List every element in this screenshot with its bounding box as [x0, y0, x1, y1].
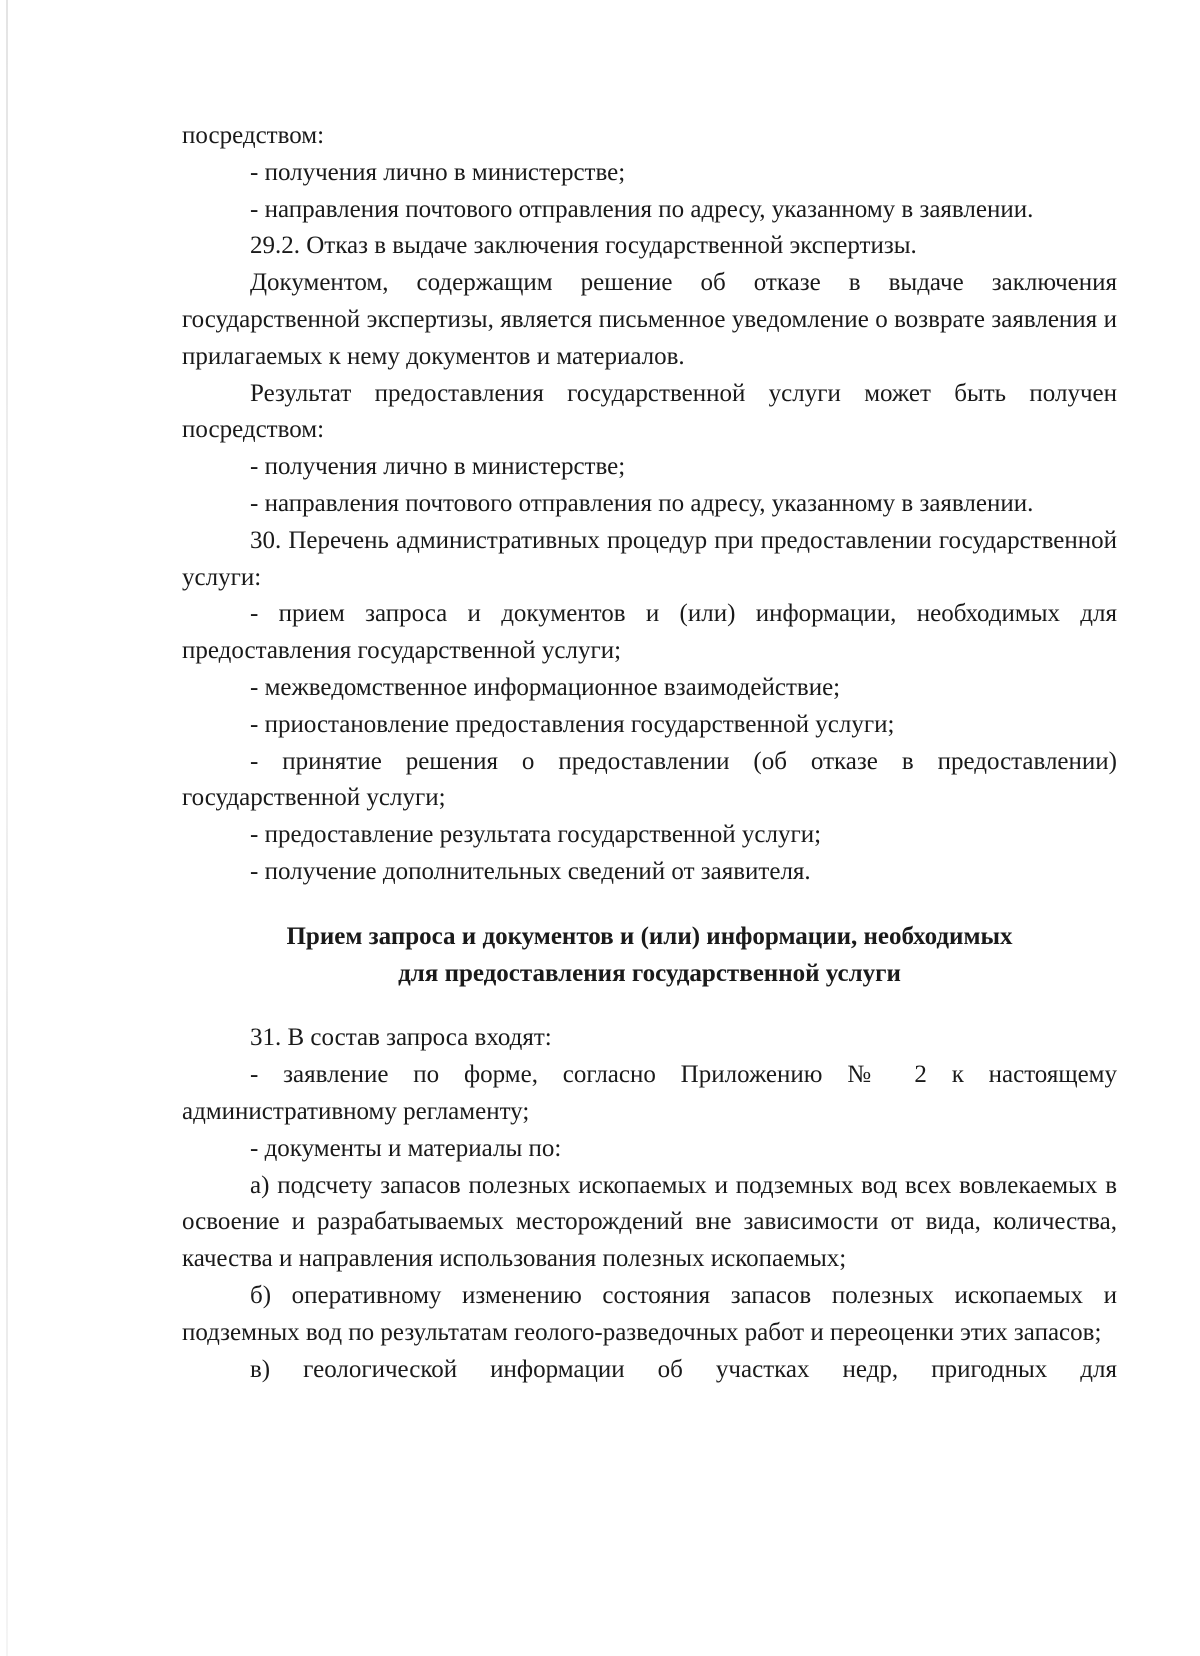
- list-item: - направления почтового отправления по адресу, указанному в заявлении.: [250, 195, 1034, 223]
- paragraph: Документом, содержащим решение об отказе в выдаче заключения государственной экспертизы, является письменное уведомление о возврате заявления и прилагаемых к нему документов и материалов.: [182, 269, 1117, 370]
- list-item: - приостановление предоставления государственной услуги;: [250, 710, 895, 738]
- section-heading-line-2: для предоставления государственной услуги: [398, 959, 901, 987]
- clause-29-2: 29.2. Отказ в выдаче заключения государственной экспертизы.: [250, 232, 917, 260]
- section-heading: [182, 919, 1117, 993]
- document-body: [182, 118, 1117, 1388]
- paragraph: Результат предоставления государственной услуги может быть получен посредством:: [182, 379, 1117, 444]
- list-item: - получение дополнительных сведений от заявителя.: [250, 857, 811, 885]
- list-item: - документы и материалы по:: [250, 1134, 562, 1162]
- clause-31: 31. В состав запроса входят:: [250, 1024, 552, 1052]
- list-item: - получения лично в министерстве;: [250, 158, 626, 186]
- list-item: - заявление по форме, согласно Приложению № 2 к настоящему административному регламенту;: [182, 1061, 1117, 1125]
- list-item: - предоставление результата государственной услуги;: [250, 821, 822, 849]
- scan-edge-shadow: [6, 0, 8, 1656]
- sub-item-a: а) подсчету запасов полезных ископаемых и подземных вод всех вовлекаемых в освоение и разрабатываемых месторождений вне зависимости от вида, количества, качества и направления использования полезных ископаемых;: [182, 1171, 1117, 1273]
- sub-item-b: б) оперативному изменению состояния запасов полезных ископаемых и подземных вод по результатам геолого-разведочных работ и переоценки этих запасов;: [182, 1281, 1117, 1346]
- section-heading-line-1: Прием запроса и документов и (или) информации, необходимых: [286, 922, 1013, 950]
- sub-item-v: в) геологической информации об участках недр, пригодных для: [250, 1355, 1117, 1383]
- list-item: - межведомственное информационное взаимодействие;: [250, 673, 841, 701]
- clause-30: 30. Перечень административных процедур при предоставлении государственной услуги:: [182, 526, 1117, 591]
- list-item: - принятие решения о предоставлении (об отказе в предоставлении) государственной услуги;: [182, 747, 1117, 812]
- list-item: - прием запроса и документов и (или) информации, необходимых для предоставления государственной услуги;: [182, 600, 1117, 665]
- list-item: - направления почтового отправления по адресу, указанному в заявлении.: [250, 489, 1034, 517]
- paragraph-continuation: посредством:: [182, 122, 325, 149]
- list-item: - получения лично в министерстве;: [250, 453, 626, 481]
